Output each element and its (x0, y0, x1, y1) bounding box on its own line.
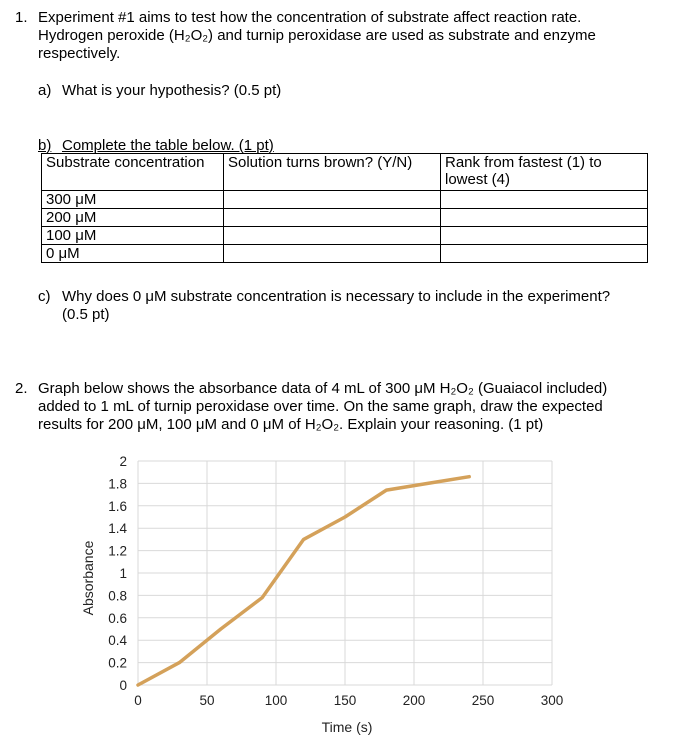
q1c-label: c) (38, 288, 51, 305)
x-tick-label: 100 (264, 693, 288, 708)
x-tick-label: 200 (402, 693, 426, 708)
y-tick-label: 1.6 (108, 498, 127, 514)
chart-grid (138, 461, 552, 685)
q1a-question: What is your hypothesis? (0.5 pt) (62, 82, 282, 99)
y-tick-label: 0.6 (108, 610, 127, 626)
q2-line2: added to 1 mL of turnip peroxidase over time. On the same graph, draw the expected (38, 398, 603, 415)
y-tick-label: 1.8 (108, 476, 127, 492)
header-solution-turns-brown: Solution turns brown? (Y/N) (224, 154, 441, 191)
series-line (138, 477, 469, 685)
q1b-question: Complete the table below. (1 pt) (62, 137, 274, 154)
q2-line1: Graph below shows the absorbance data of 4 mL of 300 μM H₂O₂ (Guaiacol included) (38, 380, 608, 397)
q1c-line1: Why does 0 μM substrate concentration is necessary to include in the experiment? (62, 288, 611, 305)
y-tick-label: 0.2 (108, 655, 127, 671)
q1-line3: respectively. (38, 45, 121, 62)
y-axis-label: Absorbance (80, 540, 96, 616)
x-tick-label: 300 (540, 693, 564, 708)
chart-series (138, 477, 469, 685)
x-tick-label: 0 (134, 693, 142, 708)
x-tick-label: 50 (199, 693, 215, 708)
q1-line1: Experiment #1 aims to test how the concentration of substrate affect reaction rate. (38, 9, 582, 26)
y-tick-label: 1.2 (108, 543, 127, 559)
q1b-label: b) (38, 137, 52, 154)
x-tick-label: 150 (333, 693, 357, 708)
y-tick-label: 0 (119, 678, 127, 693)
header-rank: Rank from fastest (1) to lowest (4) (441, 154, 648, 191)
header-substrate-concentration: Substrate concentration (42, 154, 224, 191)
q2-number: 2. (15, 380, 28, 397)
row-label: 0 μM (42, 245, 224, 263)
row-label: 200 μM (42, 209, 224, 227)
x-tick-label: 250 (471, 693, 495, 708)
y-tick-label: 0.8 (108, 588, 127, 604)
q2-line3: results for 200 μM, 100 μM and 0 μM of H₂O₂. Explain your reasoning. (1 pt) (38, 416, 544, 433)
y-tick-label: 1.4 (108, 521, 127, 537)
q1a-label: a) (38, 82, 52, 99)
y-tick-label: 1 (119, 566, 127, 581)
x-tick-labels (134, 693, 563, 708)
q1c-line2: (0.5 pt) (62, 306, 110, 323)
row-label: 100 μM (42, 227, 224, 245)
x-axis-label: Time (s) (321, 719, 373, 735)
q1-line2: Hydrogen peroxide (H₂O₂) and turnip peroxidase are used as substrate and enzyme (38, 27, 596, 44)
y-tick-label: 0.4 (108, 633, 127, 649)
y-tick-label: 2 (119, 454, 127, 469)
q1-number: 1. (15, 9, 28, 26)
row-label: 300 μM (42, 191, 224, 209)
y-tick-labels (108, 454, 127, 693)
